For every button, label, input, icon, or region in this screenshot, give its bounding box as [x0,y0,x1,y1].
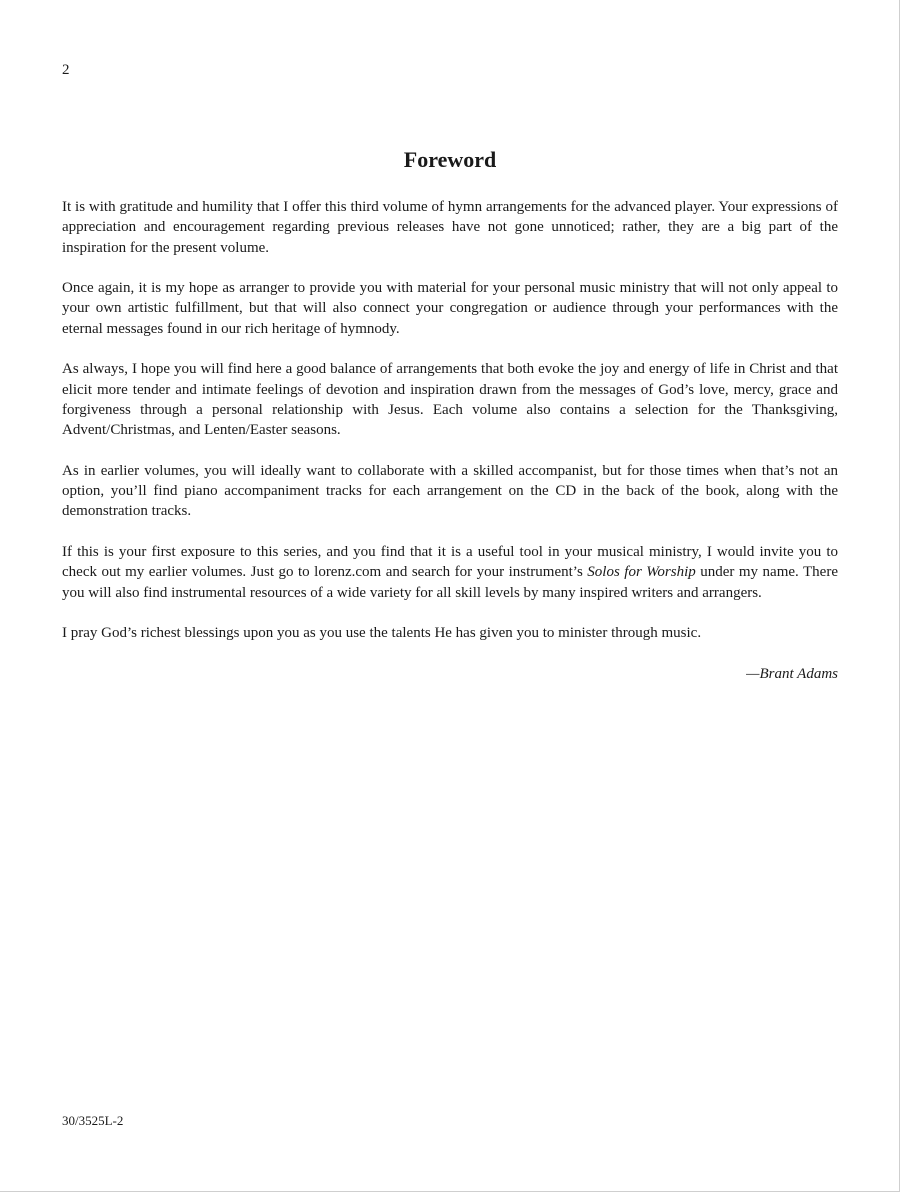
page-number: 2 [62,62,70,78]
footer-catalog-code: 30/3525L-2 [62,1113,124,1128]
paragraph-1: It is with gratitude and humility that I offer this third volume of hymn arrangements for the advanced player. Your expressions of appreciation and encouragement regarding previous releases have not gone unnoticed; rather, they are a big part of the inspiration for the present volume. [62,199,838,256]
page-title: Foreword [403,147,497,172]
paragraph-3: As always, I hope you will find here a good balance of arrangements that both evoke the joy and energy of life in Christ and that elicit more tender and intimate feelings of devotion and inspiration drawn from the messages of God’s love, mercy, grace and forgiveness through a personal relationship with Jesus. Each volume also contains a selection for the Thanksgiving, Advent/Christmas, and Lenten/Easter seasons. [62,361,838,439]
series-title: Solos for Worship [587,564,696,581]
foreword-body [62,197,838,684]
paragraph-6: I pray God’s richest blessings upon you as you use the talents He has given you to minister through music. [62,625,702,642]
paragraph-4: As in earlier volumes, you will ideally want to collaborate with a skilled accompanist, but for those times when that’s not an option, you’ll find piano accompaniment tracks for each arrangement on the CD in the back of the book, along with the demonstration tracks. [62,462,838,520]
paragraph-5 [62,542,838,603]
paragraph-2: Once again, it is my hope as arranger to provide you with material for your personal music ministry that will not only appeal to your own artistic fulfillment, but that will also connect your congregation or audience through your performances with the eternal messages found in our rich heritage of hymnody. [62,280,838,337]
paragraph-5-text-after: under my name. There you will also find instrumental resources of a wide variety for all skill levels by many inspired writers and arrangers. [62,564,838,601]
author-signature: —Brant Adams [746,665,838,682]
paragraph-5-text-before: If this is your first exposure to this series, and you find that it is a useful tool in your musical ministry, I would invite you to check out my earlier volumes. Just go to lorenz.com and search for your instrument’s [62,544,838,581]
